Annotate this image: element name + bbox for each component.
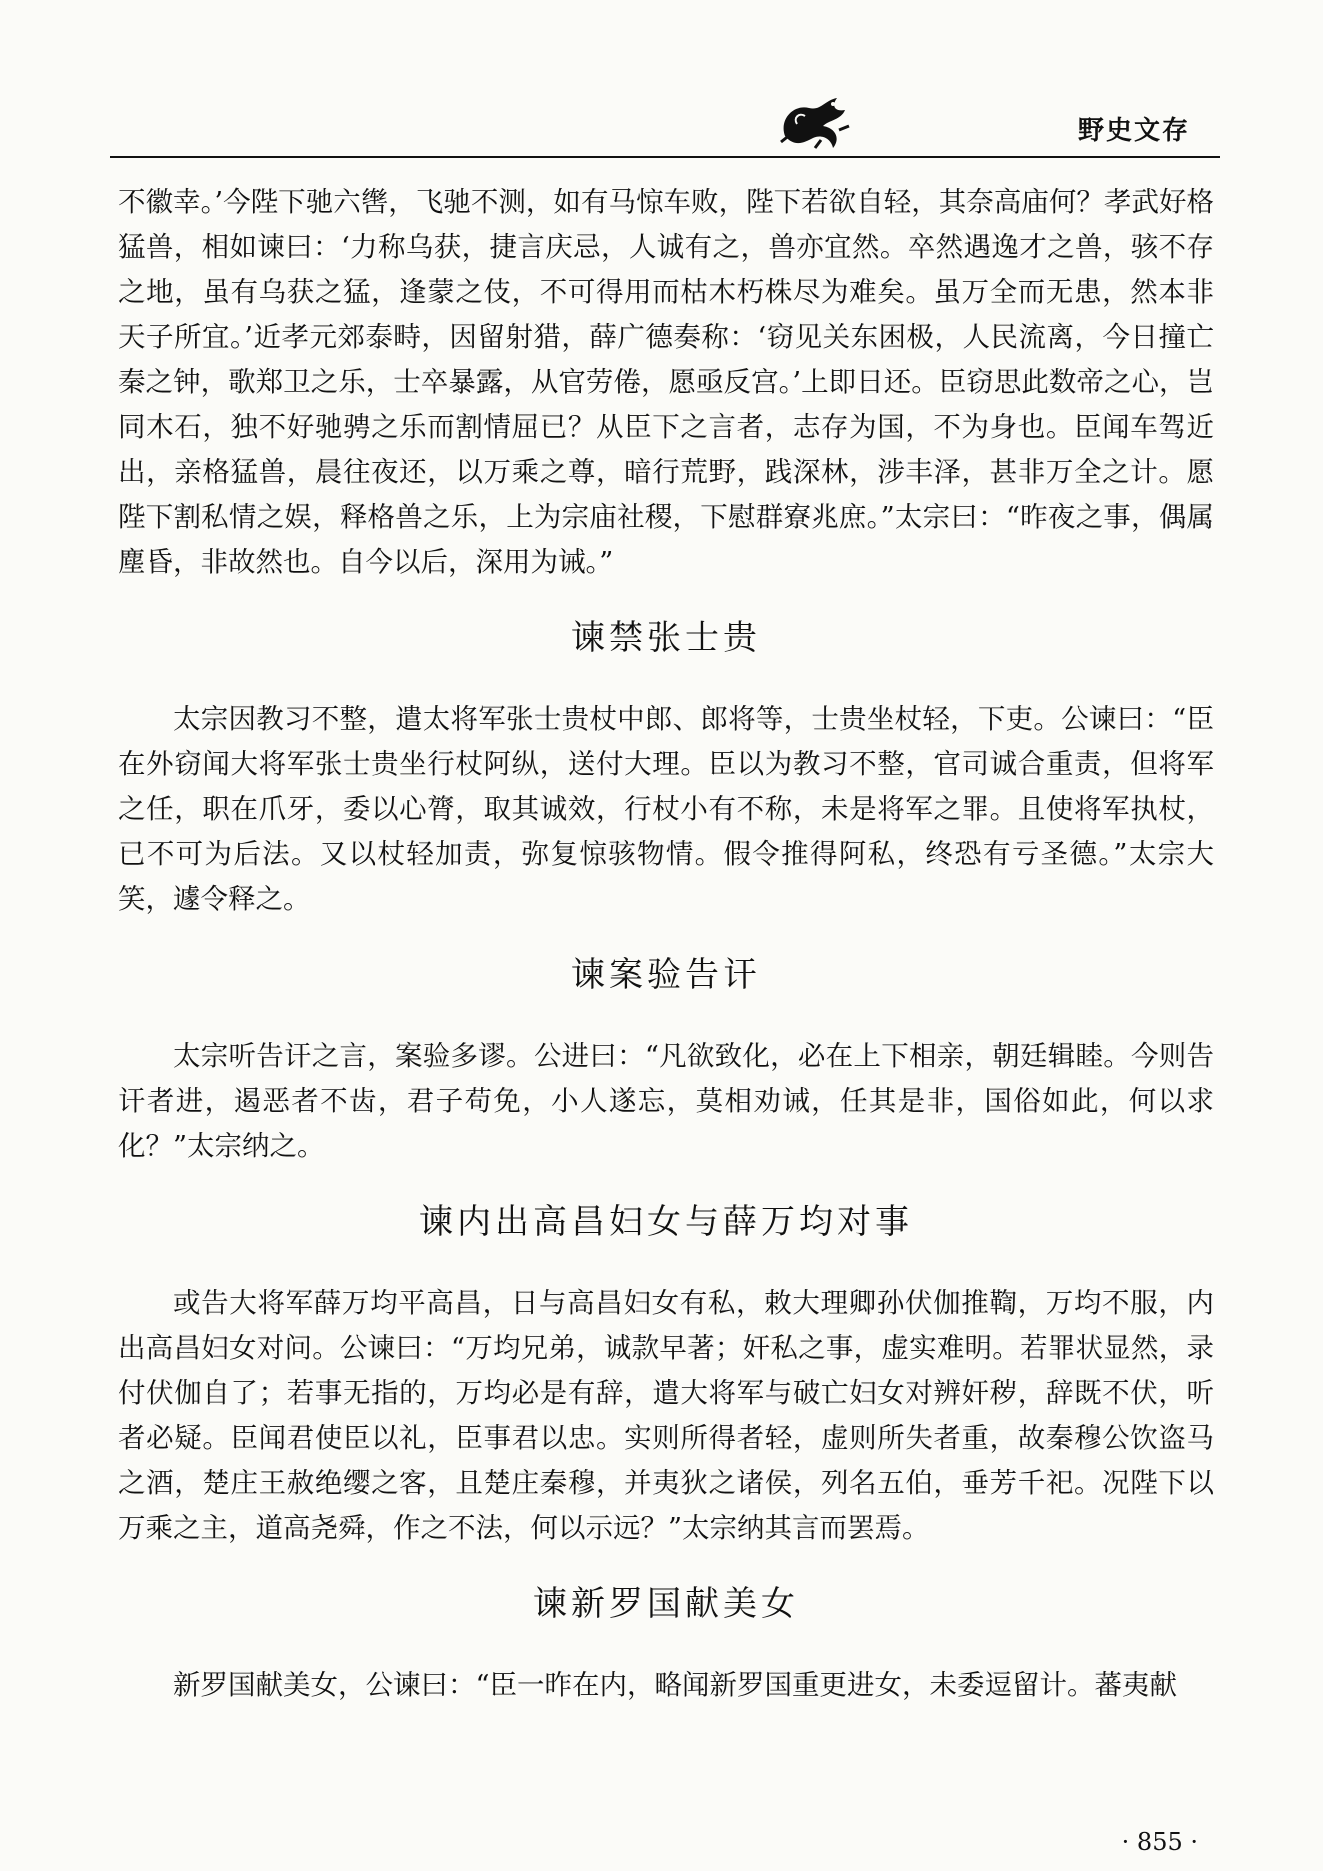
section-title: 谏新罗国献美女 [533,1584,799,1624]
series-title: 野史文存 [1077,116,1190,146]
section-paragraph: 或告大将军薛万均平高昌，日与高昌妇女有私，敕大理卿孙伏伽推鞫，万均不服，内出高昌妇女对问。公谏曰：“万均兄弟，诚款早著；奸私之事，虚实难明。若罪状显然，录付伏伽自了；若事无指的，万均必是有辞，遣大将军与破亡妇女对辨奸秽，辞既不伏，听者必疑。臣闻君使臣以礼，臣事君以忠。实则所得者轻，虚则所失者重，故秦穆公饮盗马之酒，楚庄王赦绝缨之客，且楚庄秦穆，并夷狄之诸侯，列名五伯，垂芳千祀。况陛下以万乘之主，道高尧舜，作之不法，何以示远？”太宗纳其言而罢焉。 [118,1287,1214,1544]
section-title: 谏案验告讦 [571,955,761,995]
running-header [110,90,1220,160]
section-title: 谏禁张士贵 [571,618,761,658]
continuation-paragraph: 不徽幸。’今陛下驰六辔，飞驰不测，如有马惊车败，陛下若欲自轻，其奈高庙何？孝武好格猛兽，相如谏曰：‘力称乌获，捷言庆忌，人诚有之，兽亦宜然。卒然遇逸才之兽，骇不存之地，虽有乌获之猛，逢蒙之伎，不可得用而枯木朽株尽为难矣。虽万全而无患，然本非天子所宜。’近孝元郊泰畤，因留射猎，薛广德奏称：‘窃见关东困极，人民流离，今日撞亡秦之钟，歌郑卫之乐，士卒暴露，从官劳倦，愿亟反宫。’上即日还。臣窃思此数帝之心，岂同木石，独不好驰骋之乐而割情屈已？从臣下之言者，志存为国，不为身也。臣闻车驾近出，亲格猛兽，晨往夜还，以万乘之尊，暗行荒野，践深林，涉丰泽，甚非万全之计。愿陛下割私情之娱，释格兽之乐，上为宗庙社稷，下慰群寮兆庶。”太宗曰：“昨夜之事，偶属塵昏，非故然也。自今以后，深用为诫。” [118,186,1214,578]
section-paragraph: 太宗听告讦之言，案验多谬。公进曰：“凡欲致化，必在上下相亲，朝廷辑睦。今则告讦者进，遏恶者不齿，君子苟免，小人遂忘，莫相劝诫，任其是非，国俗如此，何以求化？”太宗纳之。 [118,1040,1214,1162]
page-number: · 855 · [1121,1828,1198,1856]
section-paragraph: 太宗因教习不整，遣太将军张士贵杖中郎、郎将等，士贵坐杖轻，下吏。公谏曰：“臣在外窃闻大将军张士贵坐行杖阿纵，送付大理。臣以为教习不整，官司诚合重责，但将军之任，职在爪牙，委以心膂，取其诚效，行杖小有不称，未是将军之罪。且使将军执杖，已不可为后法。又以杖轻加责，弥复惊骇物情。假令推得阿私，终恐有亏圣德。”太宗大笑，遽令释之。 [118,703,1214,915]
section-title: 谏内出高昌妇女与薛万均对事 [419,1202,913,1242]
dragon-icon [775,90,855,158]
header-rule [110,156,1220,158]
page-body [118,180,1214,1708]
section-paragraph: 新罗国献美女，公谏曰：“臣一昨在内，略闻新罗国重更进女，未委逗留计。蕃夷献 [173,1669,1178,1701]
